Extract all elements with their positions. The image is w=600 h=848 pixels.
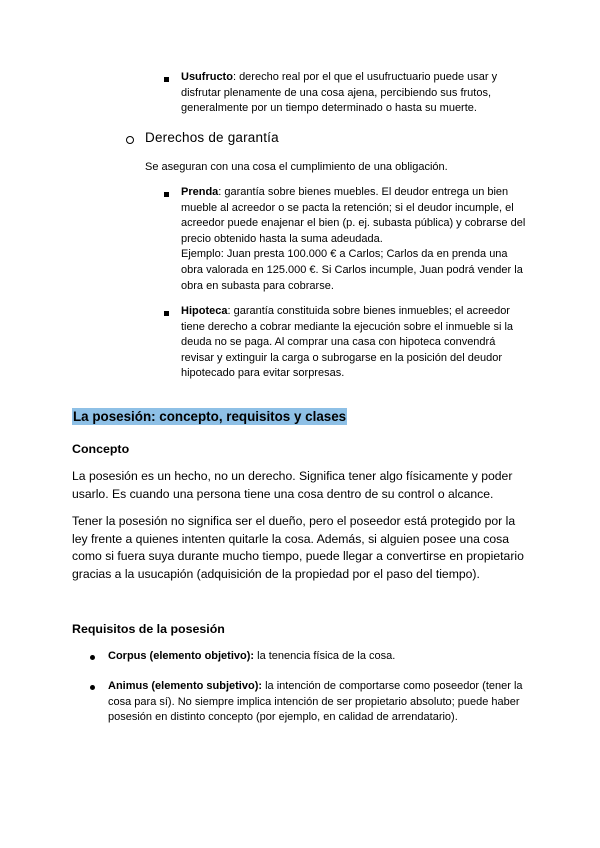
concepto-para-2: Tener la posesión no significa ser el dueño, pero el poseedor está protegido por la ley frente a quienes intenten quitarle la cosa. Además, si alguien posee una cosa como si fuera suya durante mucho tiempo, puede llegar a convertirse en propietario gracias a la usucapión (adquisición de la propiedad por el paso del tiempo). (72, 514, 524, 581)
usufructo-term: Usufructo (181, 71, 233, 83)
hipoteca-term: Hipoteca (181, 305, 228, 317)
concepto-heading: Concepto (72, 442, 130, 456)
dot-bullet-icon (90, 685, 95, 690)
posesion-title: La posesión: concepto, requisitos y clases (73, 409, 347, 424)
corpus-term: Corpus (elemento objetivo): (108, 650, 255, 662)
corpus-text: la tenencia física de la cosa. (254, 650, 396, 662)
corpus-item (108, 649, 528, 665)
section-title (72, 408, 347, 426)
animus-item (108, 679, 528, 726)
animus-text: la intención de comportarse como poseedor (tener la cosa para sí). No siempre implica intención de ser propietario absoluto; puede haber posesión en distinto concepto (por ejemplo, en calidad de arrendatario). (108, 680, 523, 724)
garantia-intro: Se aseguran con una cosa el cumplimiento de una obligación. (145, 161, 448, 173)
hipoteca-item (181, 304, 526, 382)
usufructo-text: : derecho real por el que el usufructuario puede usar y disfrutar plenamente de una cosa ajena, percibiendo sus frutos, generalmente por un tiempo determinado o hasta su muerte. (181, 71, 498, 115)
square-bullet-icon (164, 311, 169, 316)
prenda-item (181, 185, 526, 294)
prenda-term: Prenda (181, 186, 219, 198)
garantia-heading: Derechos de garantía (145, 130, 279, 145)
hipoteca-text: : garantía constituida sobre bienes inmuebles; el acreedor tiene derecho a cobrar mediante la ejecución sobre el inmueble si la deuda no se paga. Al comprar una casa con hipoteca convendrá revisar y extinguir la carga o subrogarse en la posición del deudor hipotecado para evitar sorpresas. (181, 305, 514, 380)
circle-bullet-icon (126, 136, 134, 144)
usufructo-item (181, 70, 521, 117)
requisitos-heading: Requisitos de la posesión (72, 622, 225, 636)
square-bullet-icon (164, 192, 169, 197)
concepto-para-1: La posesión es un hecho, no un derecho. Significa tener algo físicamente y poder usarlo. Es cuando una persona tiene una cosa dentro de su control o alcance. (72, 469, 513, 501)
dot-bullet-icon (90, 655, 95, 660)
prenda-example: Ejemplo: Juan presta 100.000 € a Carlos; Carlos da en prenda una obra valorada en 125.000 €. Si Carlos incumple, Juan podrá vender la obra en subasta para cobrarse. (181, 248, 523, 292)
square-bullet-icon (164, 77, 169, 82)
prenda-text: : garantía sobre bienes muebles. El deudor entrega un bien mueble al acreedor o se pacta la retención; si el deudor incumple, el acreedor puede enajenar el bien (p. ej. subasta pública) y cobrarse del precio obtenido hasta la suma adeudada. (181, 186, 526, 245)
animus-term: Animus (elemento subjetivo): (108, 680, 263, 692)
